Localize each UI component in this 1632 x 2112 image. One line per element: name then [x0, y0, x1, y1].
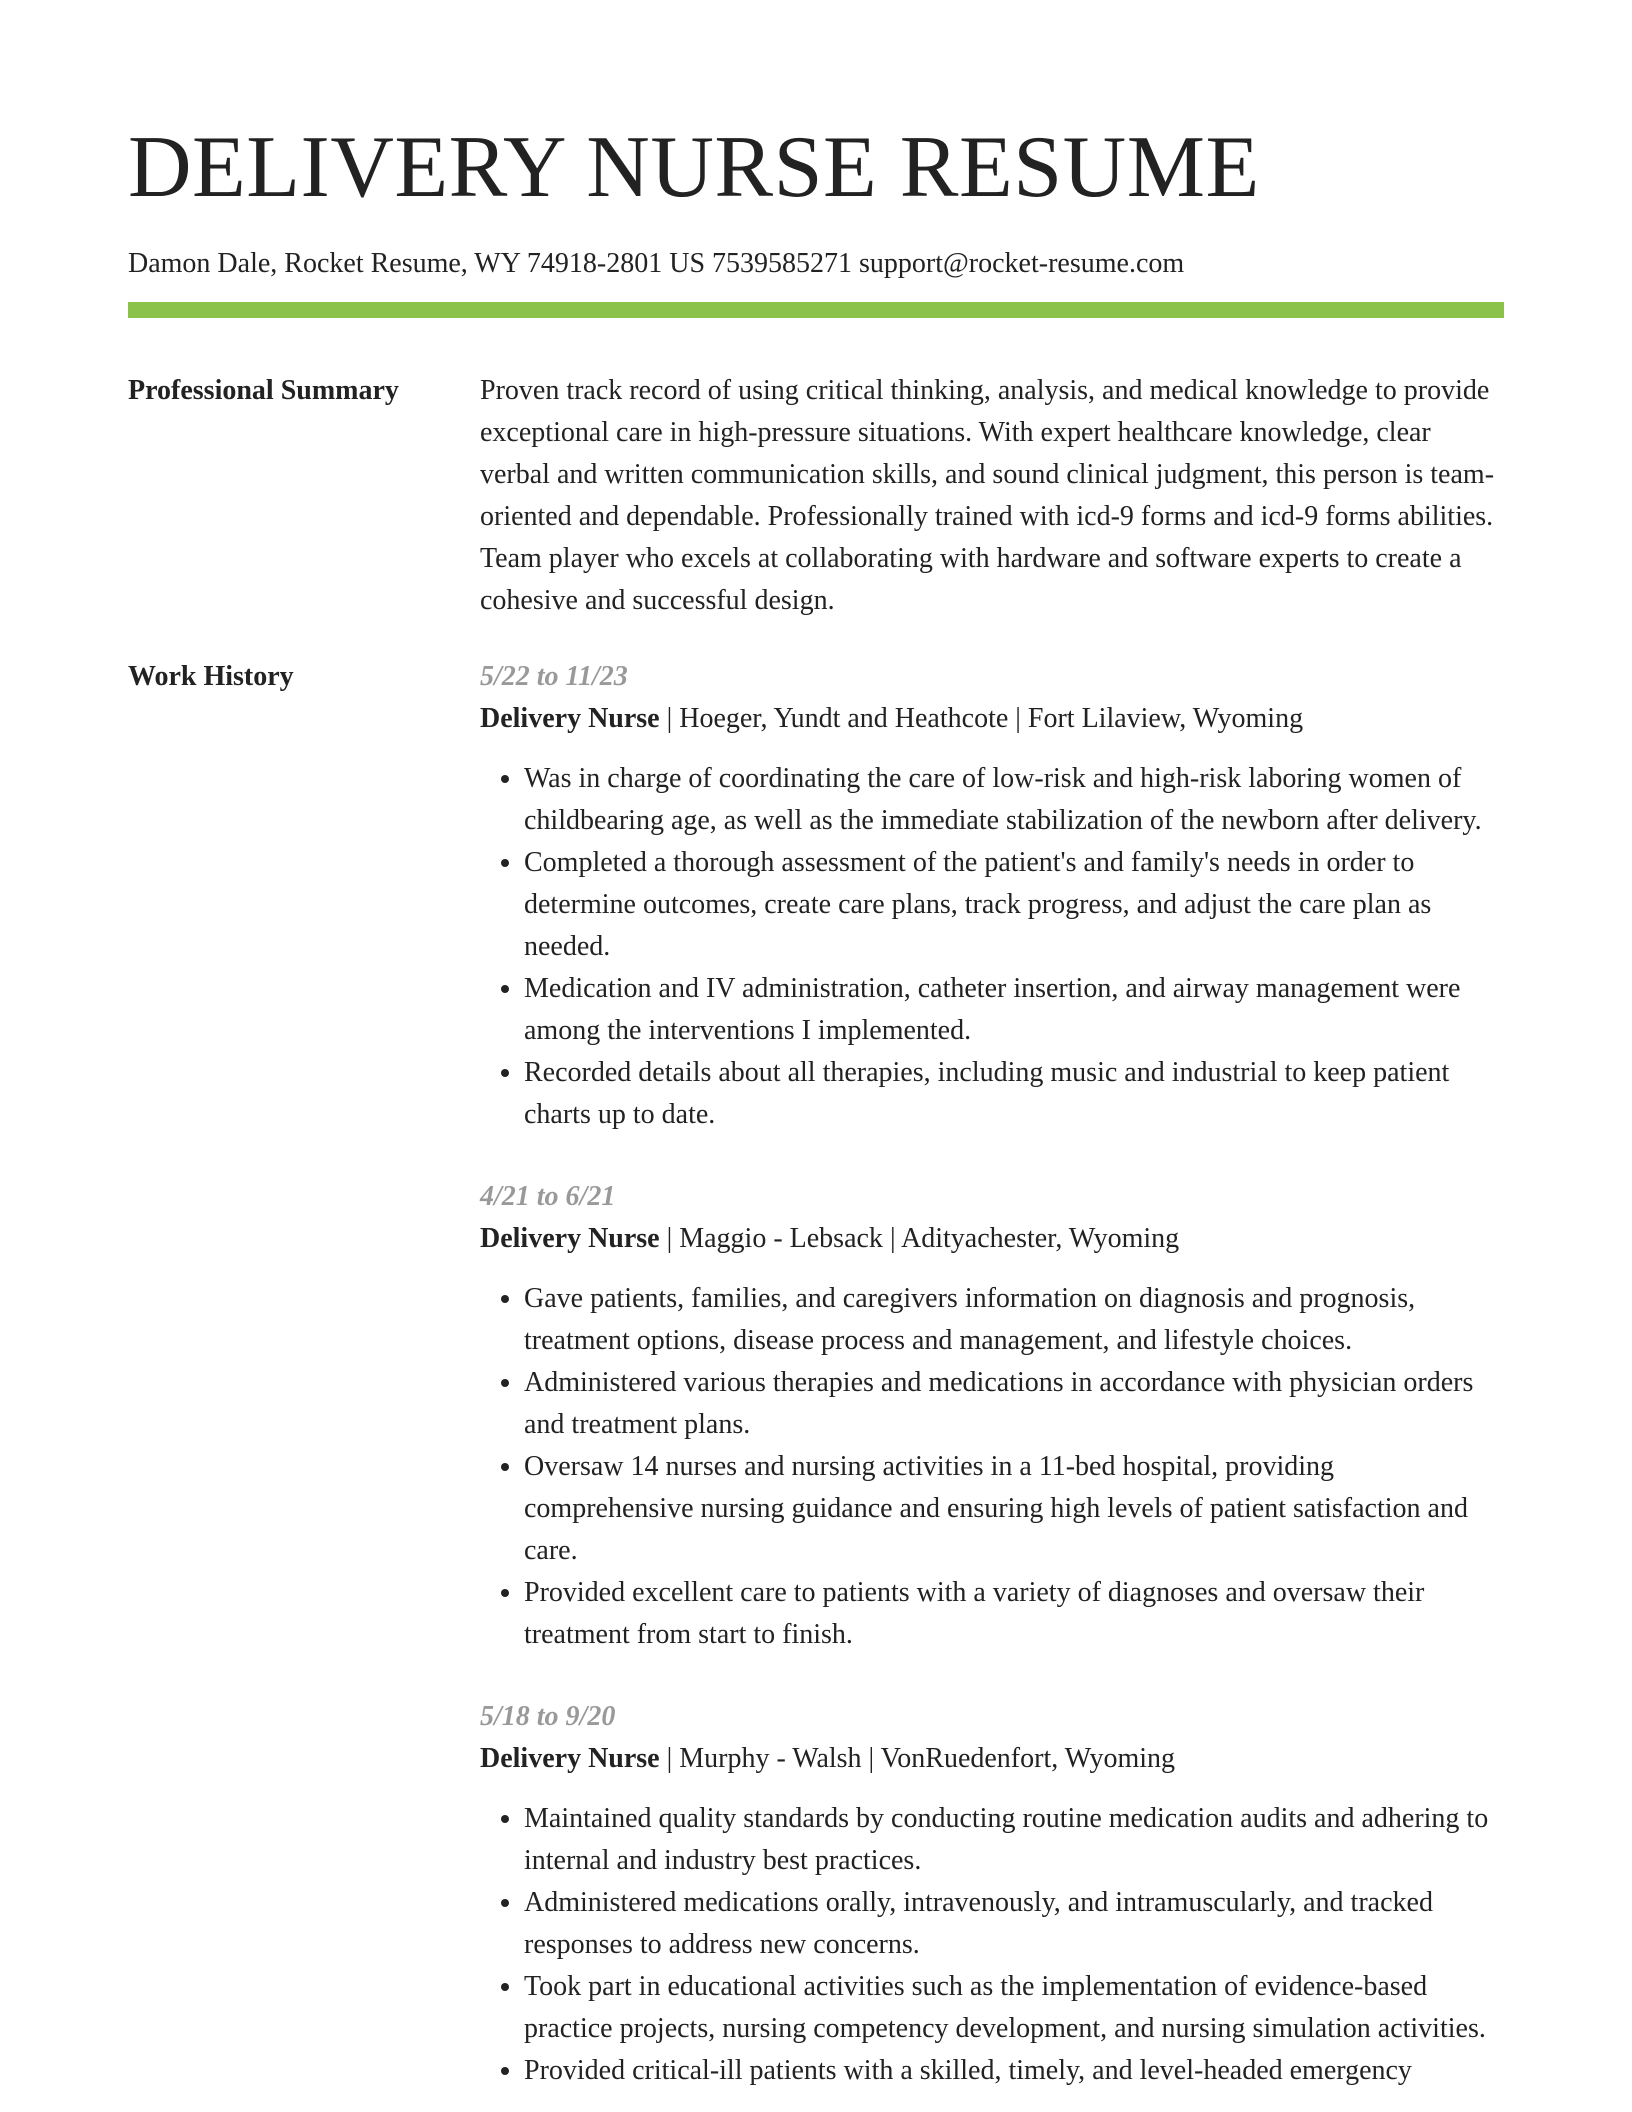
section-label-professional-summary: Professional Summary [128, 375, 399, 406]
summary-text: Proven track record of using critical thinking, analysis, and medical knowledge to provide exceptional care in high-pressure situations. With expert healthcare knowledge, clear verbal and written communication skills, and sound clinical judgment, this person is team-oriented and dependable. Professionally trained with icd-9 forms and icd-9 forms abilities. Team player who excels at collaborating with hardware and software experts to create a cohesive and successful design. [480, 375, 1495, 616]
job-bullet: • Provided critical-ill patients with a skilled, timely, and level-headed emergency [524, 2050, 1504, 2092]
job-header [480, 1218, 1504, 1260]
professional-summary-body [480, 370, 1504, 622]
work-history-section [128, 656, 1504, 2092]
professional-summary-section [128, 370, 1504, 622]
job-entry [480, 1176, 1504, 1656]
job-bullet-list [480, 1798, 1504, 2092]
job-separator: | [659, 1743, 680, 1774]
job-header [480, 1738, 1504, 1780]
job-location: VonRuedenfort, Wyoming [880, 1743, 1176, 1774]
job-bullet: • Medication and IV administration, catheter insertion, and airway management were among the interventions I implemented. [524, 968, 1504, 1052]
job-bullet: • Administered medications orally, intravenously, and intramuscularly, and tracked responses to address new concerns. [524, 1882, 1504, 1966]
resume-title: DELIVERY NURSE RESUME [128, 119, 1260, 216]
job-location: Adityachester, Wyoming [901, 1223, 1180, 1254]
job-bullet: • Administered various therapies and medications in accordance with physician orders and treatment plans. [524, 1362, 1504, 1446]
job-bullet-list [480, 758, 1504, 1136]
job-dates: 5/22 to 11/23 [480, 661, 628, 692]
job-title: Delivery Nurse [480, 703, 660, 734]
job-company: Hoeger, Yundt and Heathcote [679, 703, 1009, 734]
job-separator: | [882, 1223, 901, 1254]
job-location: Fort Lilaview, Wyoming [1027, 703, 1304, 734]
job-bullet: • Maintained quality standards by conducting routine medication audits and adhering to internal and industry best practices. [524, 1798, 1504, 1882]
work-history-body [480, 656, 1504, 2092]
job-dates: 5/18 to 9/20 [480, 1701, 616, 1732]
job-separator: | [659, 703, 680, 734]
job-dates: 4/21 to 6/21 [480, 1181, 616, 1212]
job-separator: | [659, 1223, 680, 1254]
job-bullet: • Oversaw 14 nurses and nursing activities in a 11-bed hospital, providing comprehensive nursing guidance and ensuring high levels of patient satisfaction and care. [524, 1446, 1504, 1572]
header-divider [128, 302, 1504, 318]
section-label-work-history: Work History [128, 661, 294, 692]
job-bullet: • Took part in educational activities such as the implementation of evidence-based practice projects, nursing competency development, and nursing simulation activities. [524, 1966, 1504, 2050]
job-title: Delivery Nurse [480, 1223, 660, 1254]
job-bullet-list [480, 1278, 1504, 1656]
job-header [480, 698, 1504, 740]
job-bullet: • Completed a thorough assessment of the patient's and family's needs in order to determine outcomes, create care plans, track progress, and adjust the care plan as needed. [524, 842, 1504, 968]
job-separator: | [861, 1743, 881, 1774]
job-title: Delivery Nurse [480, 1743, 660, 1774]
resume-page [128, 118, 1504, 2092]
contact-line: Damon Dale, Rocket Resume, WY 74918-2801 US 7539585271 support@rocket-resume.com [128, 248, 1185, 279]
job-entry [480, 1696, 1504, 2092]
job-bullet: • Gave patients, families, and caregivers information on diagnosis and prognosis, treatment options, disease process and management, and lifestyle choices. [524, 1278, 1504, 1362]
job-bullet: • Provided excellent care to patients with a variety of diagnoses and oversaw their treatment from start to finish. [524, 1572, 1504, 1656]
job-separator: | [1008, 703, 1028, 734]
job-company: Maggio - Lebsack [679, 1223, 883, 1254]
job-entry [480, 656, 1504, 1136]
job-company: Murphy - Walsh [679, 1743, 862, 1774]
job-bullet: • Recorded details about all therapies, including music and industrial to keep patient charts up to date. [524, 1052, 1504, 1136]
job-bullet: • Was in charge of coordinating the care of low-risk and high-risk laboring women of childbearing age, as well as the immediate stabilization of the newborn after delivery. [524, 758, 1504, 842]
